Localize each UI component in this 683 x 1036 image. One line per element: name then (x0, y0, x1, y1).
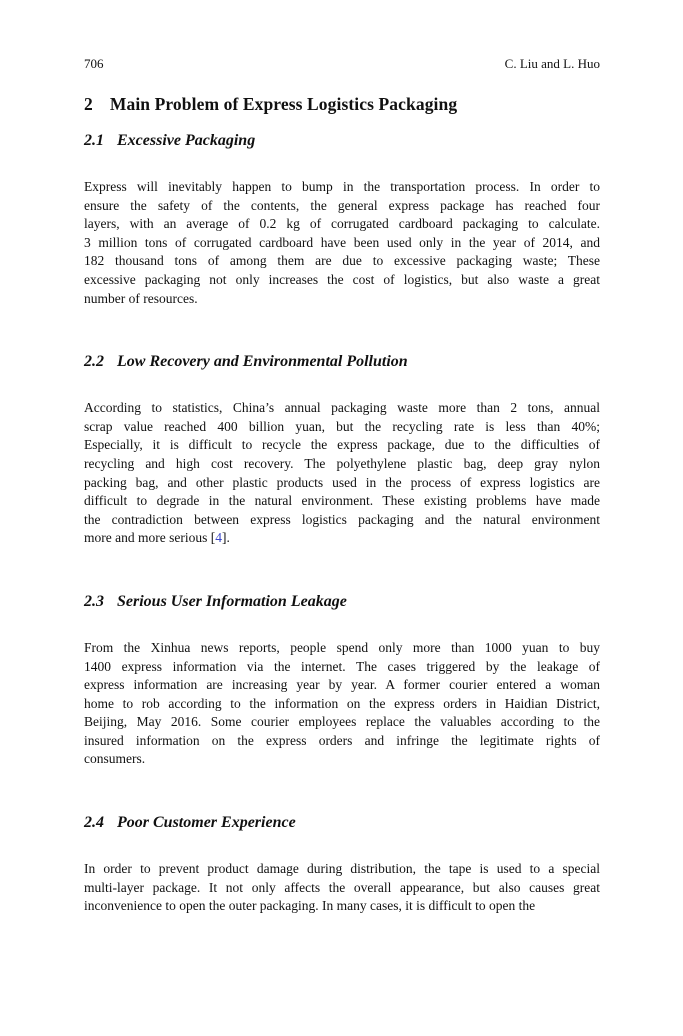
main-heading-number: 2 (84, 94, 93, 114)
section-paragraph (84, 860, 600, 916)
section (84, 592, 600, 769)
section-heading-title: Poor Customer Experience (117, 814, 296, 832)
section-heading-title: Serious User Information Leakage (117, 592, 347, 610)
section-heading (84, 131, 600, 151)
text-line: packing bag, and other plastic products used in the process of express logistics are (84, 474, 600, 490)
text-line: express information are increasing year by year. A former courier entered a woman (84, 677, 600, 693)
section-paragraph (84, 399, 600, 548)
page-header (84, 57, 600, 70)
section-heading (84, 352, 600, 372)
section-heading-number: 2.2 (84, 353, 104, 371)
text-line: home to rob according to the information on the express orders in Haidian District, (84, 695, 600, 711)
text-line: consumers. (84, 751, 146, 767)
text-line: the contradiction between express logistics packaging and the natural environment (84, 511, 600, 527)
text-line: inconvenience to open the outer packaging. In many cases, it is difficult to open the (84, 898, 536, 914)
section-heading-title: Low Recovery and Environmental Pollution (117, 353, 408, 371)
text-segment: more and more serious [ (84, 530, 216, 546)
text-line: insured information on the express orders and infringe the legitimate rights of (84, 732, 600, 748)
main-heading (84, 93, 600, 115)
text-line: Express will inevitably happen to bump in the transportation process. In order to (84, 179, 600, 194)
text-line: 182 thousand tons of among them are due to excessive packaging waste; These (84, 253, 600, 269)
text-line: scrap value reached 400 billion yuan, but the recycling rate is less than 40%; (84, 418, 600, 434)
section-heading-number: 2.1 (84, 132, 104, 149)
text-line: layers, with an average of 0.2 kg of corrugated cardboard packaging to calculate. (84, 216, 600, 232)
text-line: From the Xinhua news reports, people spend only more than 1000 yuan to buy (84, 639, 600, 655)
text-line: According to statistics, China’s annual packaging waste more than 2 tons, annual (84, 400, 600, 416)
text-line: 3 million tons of corrugated cardboard have been used only in the year of 2014, and (84, 234, 600, 250)
section (84, 813, 600, 916)
text-line: ensure the safety of the contents, the general express package has reached four (84, 197, 600, 213)
citation-link[interactable]: 4 (215, 530, 222, 546)
running-authors: C. Liu and L. Huo (504, 56, 600, 71)
section-heading (84, 592, 600, 612)
text-segment: ]. (221, 530, 230, 546)
text-line: number of resources. (84, 290, 198, 306)
text-line: Beijing, May 2016. Some courier employees replace the valuables according to the (84, 714, 600, 730)
text-line (84, 529, 600, 548)
sections-container (84, 131, 600, 916)
section (84, 352, 600, 548)
section-paragraph (84, 178, 600, 308)
text-line: Especially, it is difficult to recycle the express package, due to the difficulties of (84, 437, 600, 453)
main-heading-title: Main Problem of Express Logistics Packaging (109, 94, 458, 114)
section-heading-number: 2.3 (84, 592, 104, 610)
section-heading (84, 813, 600, 833)
text-line: excessive packaging not only increases the cost of logistics, but also waste a great (84, 271, 600, 287)
text-line: In order to prevent product damage during distribution, the tape is used to a special (84, 861, 600, 877)
section-heading-title: Excessive Packaging (117, 132, 256, 149)
section (84, 131, 600, 308)
section-heading-number: 2.4 (84, 814, 104, 832)
page-number: 706 (84, 56, 104, 71)
text-line: multi-layer package. It not only affects the overall appearance, but also causes great (84, 879, 600, 895)
text-line: difficult to degrade in the natural environment. These existing problems have made (84, 493, 600, 509)
section-paragraph (84, 639, 600, 769)
text-line: 1400 express information via the internet. The cases triggered by the leakage of (84, 658, 600, 674)
text-line: recycling and high cost recovery. The polyethylene plastic bag, deep gray nylon (84, 455, 600, 471)
